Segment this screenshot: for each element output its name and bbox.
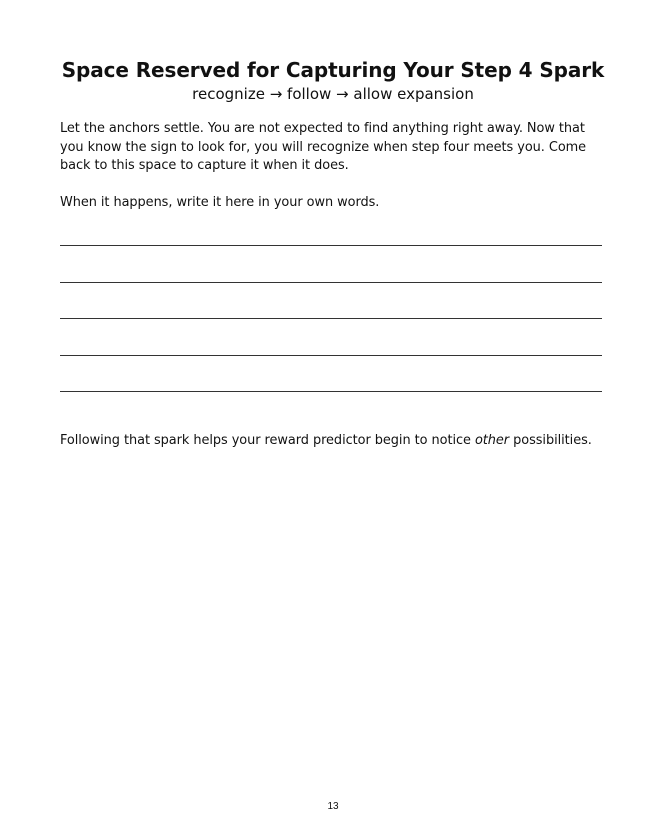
writing-line-5 <box>60 391 602 392</box>
closing-text-start: Following that spark helps your reward predictor begin to notice <box>60 433 475 448</box>
page-number: 13 <box>327 801 339 812</box>
intro-paragraph: Let the anchors settle. You are not expected to find anything right away. Now that you know the sign to look for, you will recognize when step four meets you. Come back to this space to capture it when it does. <box>60 121 587 173</box>
writing-line-2 <box>60 282 602 283</box>
closing-text-end: possibilities. <box>509 433 592 448</box>
writing-line-4 <box>60 355 602 356</box>
page-title: Space Reserved for Capturing Your Step 4 Spark <box>61 58 605 82</box>
page-subtitle: recognize → follow → allow expansion <box>192 85 474 103</box>
writing-line-1 <box>60 245 602 246</box>
instruction-paragraph: When it happens, write it here in your own words. <box>60 195 380 210</box>
closing-paragraph <box>60 432 605 451</box>
writing-line-3 <box>60 318 602 319</box>
closing-emphasis: other <box>474 433 510 448</box>
